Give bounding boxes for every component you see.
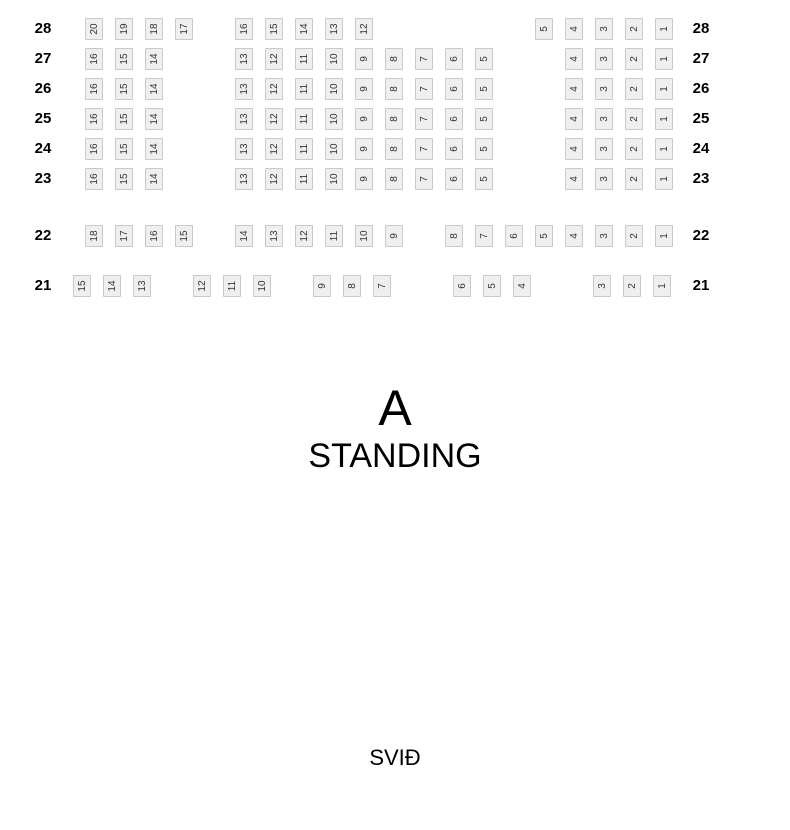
row-label-left: 24: [34, 140, 52, 157]
seat[interactable]: [385, 138, 403, 160]
seat[interactable]: [325, 18, 343, 40]
seat[interactable]: [265, 225, 283, 247]
seat[interactable]: [223, 275, 241, 297]
seat[interactable]: [265, 48, 283, 70]
standing-section: [0, 382, 790, 476]
seat-number: 16: [89, 143, 100, 155]
seat[interactable]: [565, 78, 583, 100]
seat[interactable]: [415, 168, 433, 190]
seat-row: [0, 44, 790, 74]
seat-number: 10: [329, 173, 340, 185]
seat-row: [0, 104, 790, 134]
row-label-left: 23: [34, 170, 52, 187]
seat-number: 6: [449, 176, 460, 182]
seat-number: 12: [299, 230, 310, 242]
seat[interactable]: [445, 168, 463, 190]
seat-number: 2: [629, 146, 640, 152]
seat-number: 7: [419, 56, 430, 62]
seat[interactable]: [235, 78, 253, 100]
seat[interactable]: [115, 78, 133, 100]
seat[interactable]: [313, 275, 331, 297]
row-label-left: 21: [34, 277, 52, 294]
seat-number: 11: [299, 53, 310, 65]
seat[interactable]: [385, 108, 403, 130]
row-label-right: 25: [692, 110, 710, 127]
row-label-right: 21: [692, 277, 710, 294]
seat-number: 11: [329, 230, 340, 242]
seat-number: 19: [119, 23, 130, 35]
seat[interactable]: [625, 108, 643, 130]
seat-row: [0, 221, 790, 251]
seat-number: 17: [119, 230, 130, 242]
seat-number: 5: [479, 56, 490, 62]
seat[interactable]: [85, 225, 103, 247]
seat-number: 9: [389, 233, 400, 239]
seat[interactable]: [415, 108, 433, 130]
seat-number: 4: [569, 116, 580, 122]
seat-number: 7: [419, 116, 430, 122]
seat-number: 16: [89, 173, 100, 185]
seat[interactable]: [325, 138, 343, 160]
seat[interactable]: [415, 138, 433, 160]
seat[interactable]: [385, 48, 403, 70]
seat-number: 3: [597, 283, 608, 289]
seat-number: 9: [359, 56, 370, 62]
seat-number: 2: [629, 116, 640, 122]
seat-row: [0, 134, 790, 164]
seat[interactable]: [325, 225, 343, 247]
seat-number: 3: [599, 26, 610, 32]
seat[interactable]: [85, 138, 103, 160]
seat[interactable]: [355, 138, 373, 160]
seat[interactable]: [625, 138, 643, 160]
seat-number: 3: [599, 116, 610, 122]
seat-number: 9: [359, 176, 370, 182]
seat-number: 1: [659, 86, 670, 92]
seat-number: 3: [599, 176, 610, 182]
seat[interactable]: [235, 108, 253, 130]
seat-number: 14: [149, 53, 160, 65]
seat-number: 6: [457, 283, 468, 289]
seat-number: 3: [599, 233, 610, 239]
seat[interactable]: [595, 138, 613, 160]
seat-number: 1: [659, 26, 670, 32]
seat[interactable]: [623, 275, 641, 297]
seat-number: 6: [509, 233, 520, 239]
seat-number: 10: [329, 83, 340, 95]
seat[interactable]: [653, 275, 671, 297]
seat-number: 8: [389, 176, 400, 182]
seat[interactable]: [445, 225, 463, 247]
seat-row: [0, 271, 790, 301]
seat-row: [0, 14, 790, 44]
seat[interactable]: [565, 48, 583, 70]
seat-number: 16: [89, 113, 100, 125]
seat[interactable]: [295, 168, 313, 190]
seat-number: 5: [487, 283, 498, 289]
seat-number: 2: [627, 283, 638, 289]
seat[interactable]: [565, 108, 583, 130]
seat-row: [0, 164, 790, 194]
seat-number: 13: [269, 230, 280, 242]
seat-number: 5: [479, 146, 490, 152]
row-label-right: 23: [692, 170, 710, 187]
seat[interactable]: [253, 275, 271, 297]
row-label-right: 22: [692, 227, 710, 244]
seat[interactable]: [593, 275, 611, 297]
seat-number: 16: [89, 53, 100, 65]
seat[interactable]: [295, 18, 313, 40]
row-label-right: 26: [692, 80, 710, 97]
seat[interactable]: [295, 108, 313, 130]
seat[interactable]: [355, 108, 373, 130]
seat-number: 11: [299, 113, 310, 125]
seat-number: 15: [119, 143, 130, 155]
seat[interactable]: [145, 108, 163, 130]
seat-number: 15: [119, 113, 130, 125]
seat[interactable]: [103, 275, 121, 297]
seat[interactable]: [325, 168, 343, 190]
seat[interactable]: [325, 108, 343, 130]
seat[interactable]: [145, 225, 163, 247]
seat[interactable]: [505, 225, 523, 247]
seat[interactable]: [655, 18, 673, 40]
seat[interactable]: [415, 48, 433, 70]
seat[interactable]: [595, 225, 613, 247]
seat[interactable]: [445, 108, 463, 130]
seat[interactable]: [475, 108, 493, 130]
seat[interactable]: [655, 225, 673, 247]
seat-number: 8: [449, 233, 460, 239]
seat-number: 13: [329, 23, 340, 35]
row-label-right: 24: [692, 140, 710, 157]
seat-number: 15: [119, 53, 130, 65]
seat-number: 11: [227, 280, 238, 292]
seat-number: 12: [197, 280, 208, 292]
seat-number: 5: [479, 176, 490, 182]
seat-number: 11: [299, 83, 310, 95]
seat[interactable]: [565, 168, 583, 190]
seat-number: 9: [359, 116, 370, 122]
seat[interactable]: [193, 275, 211, 297]
seat-number: 4: [569, 176, 580, 182]
seat-number: 5: [479, 116, 490, 122]
seat[interactable]: [475, 168, 493, 190]
seat-number: 13: [239, 143, 250, 155]
seat-number: 4: [569, 56, 580, 62]
seat-number: 14: [149, 113, 160, 125]
seat[interactable]: [145, 48, 163, 70]
seat[interactable]: [385, 225, 403, 247]
seat[interactable]: [535, 18, 553, 40]
row-label-right: 27: [692, 50, 710, 67]
seat[interactable]: [85, 18, 103, 40]
seat-number: 2: [629, 233, 640, 239]
seat[interactable]: [385, 168, 403, 190]
seat[interactable]: [145, 78, 163, 100]
seat[interactable]: [115, 108, 133, 130]
seat-number: 18: [149, 23, 160, 35]
seat[interactable]: [325, 78, 343, 100]
stage-label: SVIÐ: [369, 745, 421, 770]
seat[interactable]: [85, 48, 103, 70]
seat-number: 14: [149, 173, 160, 185]
seat[interactable]: [565, 18, 583, 40]
seat[interactable]: [235, 48, 253, 70]
seat[interactable]: [373, 275, 391, 297]
seat[interactable]: [145, 138, 163, 160]
seat[interactable]: [343, 275, 361, 297]
seat-number: 10: [257, 280, 268, 292]
seat[interactable]: [655, 108, 673, 130]
seat[interactable]: [115, 225, 133, 247]
seat-number: 12: [269, 143, 280, 155]
seat-number: 10: [359, 230, 370, 242]
seat-number: 8: [389, 86, 400, 92]
row-label-left: 26: [34, 80, 52, 97]
seat[interactable]: [445, 78, 463, 100]
seat-number: 5: [479, 86, 490, 92]
seat-number: 5: [539, 233, 550, 239]
seat-number: 6: [449, 146, 460, 152]
seat-number: 16: [149, 230, 160, 242]
seat[interactable]: [655, 138, 673, 160]
seat-number: 16: [89, 83, 100, 95]
seat[interactable]: [625, 18, 643, 40]
seat-number: 2: [629, 56, 640, 62]
row-label-left: 27: [34, 50, 52, 67]
seat[interactable]: [265, 18, 283, 40]
seat-number: 6: [449, 86, 460, 92]
seat[interactable]: [115, 168, 133, 190]
seat-number: 1: [659, 233, 670, 239]
seat[interactable]: [85, 168, 103, 190]
seat[interactable]: [475, 225, 493, 247]
seat[interactable]: [625, 48, 643, 70]
seat[interactable]: [115, 138, 133, 160]
seat[interactable]: [265, 108, 283, 130]
seat-number: 12: [269, 53, 280, 65]
seat[interactable]: [625, 168, 643, 190]
seat[interactable]: [235, 138, 253, 160]
seat-number: 2: [629, 176, 640, 182]
row-label-right: 28: [692, 20, 710, 37]
seat[interactable]: [355, 18, 373, 40]
seat[interactable]: [445, 48, 463, 70]
seat-number: 13: [239, 53, 250, 65]
seat-number: 4: [569, 233, 580, 239]
seat-number: 7: [419, 146, 430, 152]
seat[interactable]: [295, 78, 313, 100]
seat[interactable]: [445, 138, 463, 160]
seat[interactable]: [655, 168, 673, 190]
seat-number: 6: [449, 56, 460, 62]
seat-number: 9: [359, 146, 370, 152]
seat-number: 18: [89, 230, 100, 242]
seat-number: 14: [149, 143, 160, 155]
seat-number: 1: [659, 146, 670, 152]
seat-number: 10: [329, 113, 340, 125]
seat-number: 12: [359, 23, 370, 35]
seat-number: 15: [119, 173, 130, 185]
seat-number: 4: [569, 146, 580, 152]
seat[interactable]: [265, 168, 283, 190]
seat-number: 11: [299, 143, 310, 155]
seat[interactable]: [595, 108, 613, 130]
seat[interactable]: [483, 275, 501, 297]
seat[interactable]: [595, 168, 613, 190]
seat[interactable]: [73, 275, 91, 297]
seat[interactable]: [355, 225, 373, 247]
seat-number: 7: [377, 283, 388, 289]
row-label-left: 25: [34, 110, 52, 127]
seat-number: 1: [657, 283, 668, 289]
seat[interactable]: [655, 48, 673, 70]
seat-number: 20: [89, 23, 100, 35]
seat-number: 8: [347, 283, 358, 289]
seat[interactable]: [355, 48, 373, 70]
seat[interactable]: [595, 18, 613, 40]
seat-number: 8: [389, 116, 400, 122]
seat-number: 13: [239, 173, 250, 185]
seat-number: 9: [317, 283, 328, 289]
seat-number: 9: [359, 86, 370, 92]
seat-number: 11: [299, 173, 310, 185]
seat[interactable]: [235, 18, 253, 40]
seat-number: 12: [269, 113, 280, 125]
seat[interactable]: [595, 48, 613, 70]
row-label-left: 22: [34, 227, 52, 244]
seat[interactable]: [513, 275, 531, 297]
seat[interactable]: [175, 18, 193, 40]
seat[interactable]: [235, 225, 253, 247]
seat-number: 4: [569, 26, 580, 32]
seat-number: 14: [239, 230, 250, 242]
seat-number: 12: [269, 173, 280, 185]
seat[interactable]: [145, 18, 163, 40]
seat[interactable]: [535, 225, 553, 247]
seat-number: 7: [479, 233, 490, 239]
seat-number: 7: [419, 176, 430, 182]
standing-section-label: STANDING: [308, 437, 482, 475]
seat[interactable]: [565, 138, 583, 160]
seat[interactable]: [295, 138, 313, 160]
seat[interactable]: [415, 78, 433, 100]
seat[interactable]: [115, 18, 133, 40]
seat[interactable]: [385, 78, 403, 100]
seat[interactable]: [655, 78, 673, 100]
seat-number: 1: [659, 56, 670, 62]
seat-number: 14: [149, 83, 160, 95]
seat-number: 15: [269, 23, 280, 35]
standing-section-letter: A: [378, 380, 412, 436]
seat[interactable]: [453, 275, 471, 297]
seat[interactable]: [475, 48, 493, 70]
seat-number: 8: [389, 146, 400, 152]
seat-number: 13: [239, 83, 250, 95]
seat[interactable]: [133, 275, 151, 297]
seat-number: 7: [419, 86, 430, 92]
seat[interactable]: [325, 48, 343, 70]
seat-number: 3: [599, 146, 610, 152]
seat[interactable]: [595, 78, 613, 100]
seat[interactable]: [625, 78, 643, 100]
seat-number: 10: [329, 143, 340, 155]
seat[interactable]: [295, 48, 313, 70]
seat-number: 15: [77, 280, 88, 292]
seat[interactable]: [145, 168, 163, 190]
seat[interactable]: [175, 225, 193, 247]
seat-number: 14: [107, 280, 118, 292]
seat-number: 3: [599, 86, 610, 92]
seat[interactable]: [295, 225, 313, 247]
seat-number: 3: [599, 56, 610, 62]
seat[interactable]: [475, 78, 493, 100]
seat[interactable]: [265, 78, 283, 100]
seat-number: 13: [239, 113, 250, 125]
seat-number: 8: [389, 56, 400, 62]
seat[interactable]: [235, 168, 253, 190]
seat-number: 2: [629, 86, 640, 92]
seat[interactable]: [85, 78, 103, 100]
seat-number: 6: [449, 116, 460, 122]
seat[interactable]: [355, 78, 373, 100]
seat-number: 1: [659, 176, 670, 182]
seat-number: 13: [137, 280, 148, 292]
seat[interactable]: [355, 168, 373, 190]
seat-number: 4: [517, 283, 528, 289]
seat-number: 15: [179, 230, 190, 242]
seat-number: 2: [629, 26, 640, 32]
row-label-left: 28: [34, 20, 52, 37]
seat-number: 5: [539, 26, 550, 32]
seat-number: 12: [269, 83, 280, 95]
seat[interactable]: [565, 225, 583, 247]
seat[interactable]: [475, 138, 493, 160]
seat-number: 4: [569, 86, 580, 92]
seat-number: 10: [329, 53, 340, 65]
seat-number: 15: [119, 83, 130, 95]
seat-number: 17: [179, 23, 190, 35]
seat[interactable]: [115, 48, 133, 70]
seat-row: [0, 74, 790, 104]
seat[interactable]: [265, 138, 283, 160]
seat[interactable]: [85, 108, 103, 130]
seat-number: 16: [239, 23, 250, 35]
seat[interactable]: [625, 225, 643, 247]
seat-number: 1: [659, 116, 670, 122]
seat-number: 14: [299, 23, 310, 35]
